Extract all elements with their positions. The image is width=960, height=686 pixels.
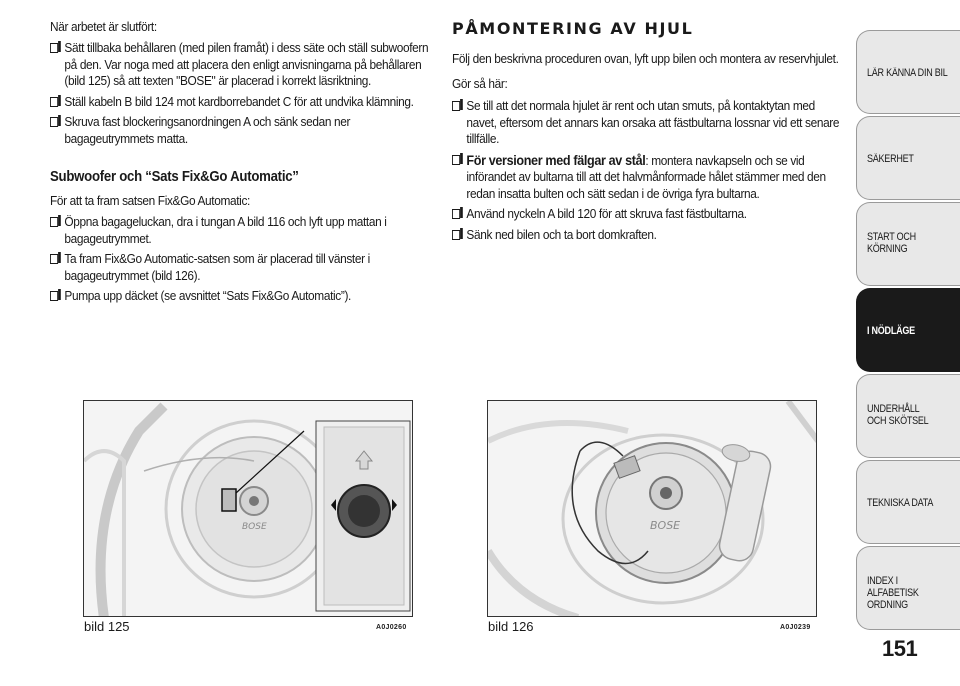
sidebar-tab-i-nodlage[interactable]: [856, 288, 960, 372]
spare-wheel-illustration: [84, 401, 413, 617]
sidebar-tab-start-och-korning[interactable]: [856, 202, 960, 286]
checkbox-bullet-icon: [452, 155, 460, 165]
figure-126-caption: bild 126: [488, 619, 534, 634]
checkbox-bullet-icon: [452, 209, 460, 219]
left-bullet-6: Pumpa upp däcket (se avsnittet “Sats Fix&Go Automatic”).: [50, 288, 440, 305]
checkbox-bullet-icon: [452, 101, 460, 111]
sidebar-tab-lar-kanna[interactable]: [856, 30, 960, 114]
figure-126: [487, 400, 817, 617]
subwoofer-subheading: Subwoofer och “Sats Fix&Go Automatic”: [50, 168, 299, 185]
checkbox-bullet-icon: [50, 117, 58, 127]
right-column: [452, 18, 848, 247]
sidebar-tab-underhall[interactable]: [856, 374, 960, 458]
left-bullet-1: Sätt tillbaka behållaren (med pilen framåt) i dess säte och ställ subwoofern på den. Var noga med att placera den enligt anvisningarna på behållaren (bild 125) så att texten "BOSE" är placerad i korrekt läsriktning.: [50, 40, 440, 90]
checkbox-bullet-icon: [50, 97, 58, 107]
page-number: 151: [882, 636, 918, 661]
sidebar-tab-label: LÄR KÄNNA DIN BIL: [867, 67, 948, 79]
sidebar-tab-sakerhet[interactable]: [856, 116, 960, 200]
left-column: [50, 18, 440, 309]
fix-and-go-kit-illustration: [488, 401, 817, 617]
right-bullet-1: Se till att det normala hjulet är rent och utan smuts, på kontaktytan med navet, eftersom det annars kan orsaka att fästbultarna lossnar vid ett senare tillfälle.: [452, 98, 848, 148]
figure-125-caption: bild 125: [84, 619, 130, 634]
figure-125: [83, 400, 413, 617]
right-bullet-4: Sänk ned bilen och ta bort domkraften.: [452, 227, 848, 244]
sidebar-tab-label: START OCH KÖRNING: [867, 231, 916, 255]
figure-126-code: A0J0239: [780, 624, 811, 631]
bose-logo-2: BOSE: [650, 519, 681, 532]
right-intro: Följ den beskrivna proceduren ovan, lyft upp bilen och montera av reservhjulet.: [452, 51, 839, 66]
checkbox-bullet-icon: [50, 291, 58, 301]
sidebar-tab-label: I NÖDLÄGE: [867, 325, 915, 337]
right-bullet-3: Använd nyckeln A bild 120 för att skruva fast fästbultarna.: [452, 206, 848, 223]
left-bullet-2: Ställ kabeln B bild 124 mot kardborrebandet C för att undvika klämning.: [50, 94, 440, 111]
sidebar-tab-label: UNDERHÅLL OCH SKÖTSEL: [867, 403, 929, 427]
bose-logo-1: BOSE: [242, 522, 267, 532]
left-bullet-4: Öppna bagageluckan, dra i tungan A bild 116 och lyft upp mattan i bagageutrymmet.: [50, 214, 440, 247]
checkbox-bullet-icon: [452, 230, 460, 240]
figure-125-code: A0J0260: [376, 624, 407, 631]
sub-intro: För att ta fram satsen Fix&Go Automatic:: [50, 193, 250, 208]
sidebar-tab-label: TEKNISKA DATA: [867, 497, 934, 509]
checkbox-bullet-icon: [50, 254, 58, 264]
right-bullet-2: För versioner med fälgar av stål: montera navkapseln och se vid införandet av bultarna till att det halvmånformade hålet stämmer med den redan insatta bulten och sätt sedan i de övriga fyra bultarna.: [452, 152, 848, 203]
section-heading: PÅMONTERING AV HJUL: [452, 19, 694, 38]
sidebar-tab-label: INDEX I ALFABETISK ORDNING: [867, 575, 919, 611]
checkbox-bullet-icon: [50, 43, 58, 53]
sidebar-tab-index[interactable]: [856, 546, 960, 630]
sidebar-tab-tekniska-data[interactable]: [856, 460, 960, 544]
left-bullet-5: Ta fram Fix&Go Automatic-satsen som är placerad till vänster i bagageutrymmet (bild 126).: [50, 251, 440, 284]
sidebar-tab-label: SÄKERHET: [867, 153, 914, 165]
left-bullet-3: Skruva fast blockeringsanordningen A och sänk sedan ner bagagеutrymmets matta.: [50, 114, 440, 147]
right-intro-2: Gör så här:: [452, 76, 508, 91]
checkbox-bullet-icon: [50, 217, 58, 227]
steel-rims-label: För versioner med fälgar av stål: [466, 151, 646, 168]
left-intro: När arbetet är slutfört:: [50, 19, 157, 34]
